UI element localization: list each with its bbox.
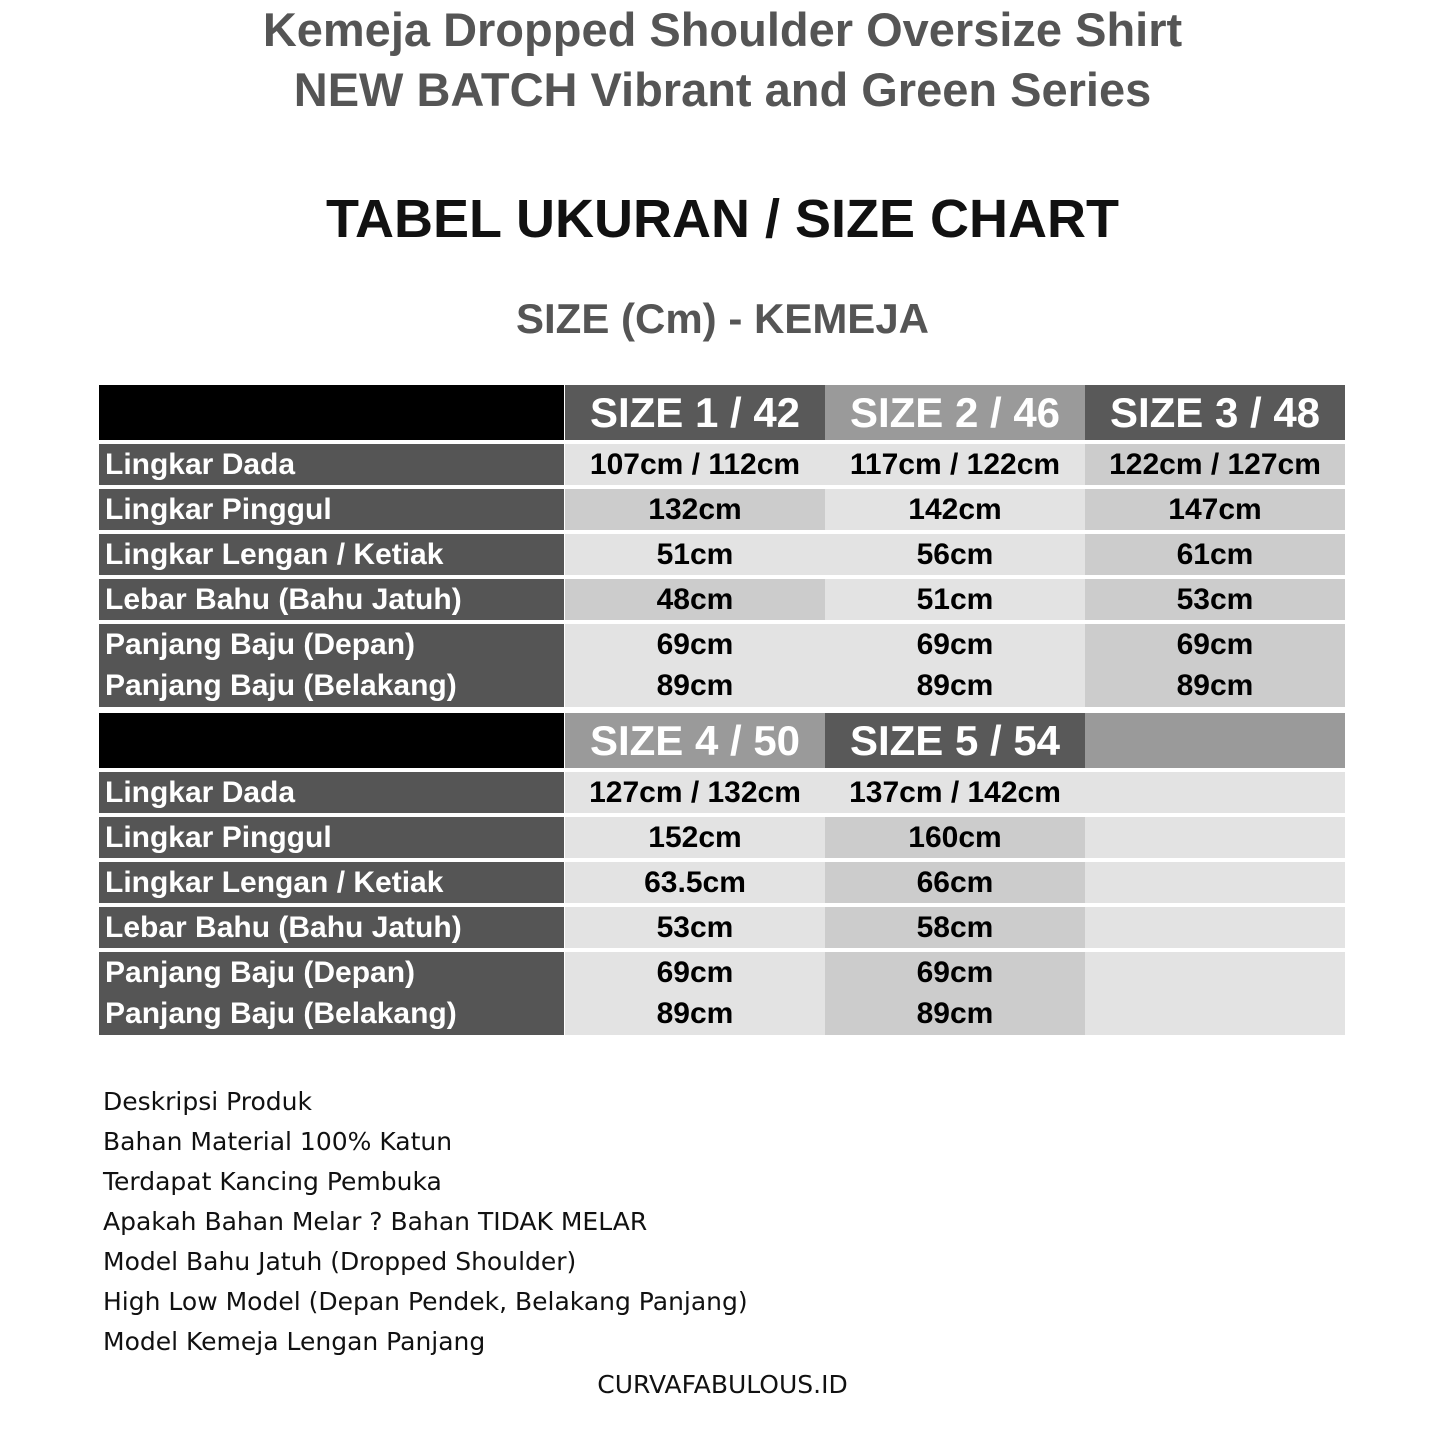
table-cell: 48cm [565, 579, 825, 620]
cell-back: 89cm [916, 997, 994, 1030]
cell-front: 69cm [916, 956, 994, 989]
table-row [99, 772, 1346, 813]
table-row [99, 579, 1346, 620]
cell-front: 69cm [656, 628, 734, 661]
cell-front: 69cm [656, 956, 734, 989]
table-cell: 152cm [565, 817, 825, 858]
table-cell: 142cm [825, 489, 1085, 530]
table-cell: 117cm / 122cm [825, 444, 1085, 485]
table-cell-empty [1085, 817, 1345, 858]
description-line: Model Kemeja Lengan Panjang [103, 1327, 486, 1356]
size-table-1 [99, 385, 1346, 711]
description-line: High Low Model (Depan Pendek, Belakang Panjang) [103, 1287, 748, 1316]
row-label [99, 624, 564, 707]
table-row-length [99, 952, 1346, 1035]
header-corner [99, 713, 564, 768]
table-cell: 51cm [565, 534, 825, 575]
table-cell: 147cm [1085, 489, 1345, 530]
row-label-back: Panjang Baju (Belakang) [105, 669, 457, 702]
table-cell [1085, 624, 1345, 707]
size-table-2 [99, 713, 1346, 1039]
description-heading: Deskripsi Produk [103, 1087, 312, 1116]
row-label: Lebar Bahu (Bahu Jatuh) [99, 907, 564, 948]
table-row [99, 862, 1346, 903]
table-row [99, 907, 1346, 948]
table-cell: 51cm [825, 579, 1085, 620]
table-cell: 53cm [1085, 579, 1345, 620]
description-line: Apakah Bahan Melar ? Bahan TIDAK MELAR [103, 1207, 648, 1236]
size-header: SIZE 1 / 42 [565, 385, 825, 440]
size-header-empty [1085, 713, 1345, 768]
brand-footer: CURVAFABULOUS.ID [597, 1370, 848, 1399]
cell-front: 69cm [1176, 628, 1254, 661]
cell-front: 69cm [916, 628, 994, 661]
table-row-length [99, 624, 1346, 707]
row-label-back: Panjang Baju (Belakang) [105, 997, 457, 1030]
table-cell: 132cm [565, 489, 825, 530]
table-cell [565, 624, 825, 707]
table-header-row [99, 713, 1346, 768]
table-cell: 66cm [825, 862, 1085, 903]
table-cell-empty [1085, 862, 1345, 903]
table-cell: 160cm [825, 817, 1085, 858]
cell-back: 89cm [916, 669, 994, 702]
size-header: SIZE 4 / 50 [565, 713, 825, 768]
cell-back: 89cm [656, 669, 734, 702]
table-cell: 127cm / 132cm [565, 772, 825, 813]
size-header: SIZE 5 / 54 [825, 713, 1085, 768]
product-description [103, 1082, 748, 1362]
table-row [99, 489, 1346, 530]
table-cell: 56cm [825, 534, 1085, 575]
row-label: Lingkar Pinggul [99, 489, 564, 530]
table-cell: 61cm [1085, 534, 1345, 575]
row-label: Lingkar Lengan / Ketiak [99, 862, 564, 903]
row-label-front: Panjang Baju (Depan) [105, 628, 416, 661]
product-title-line-2: NEW BATCH Vibrant and Green Series [293, 63, 1152, 116]
table-cell [565, 952, 825, 1035]
table-cell: 63.5cm [565, 862, 825, 903]
table-cell-empty [1085, 772, 1345, 813]
row-label: Lebar Bahu (Bahu Jatuh) [99, 579, 564, 620]
description-line: Bahan Material 100% Katun [103, 1127, 453, 1156]
cell-back: 89cm [656, 997, 734, 1030]
row-label-front: Panjang Baju (Depan) [105, 956, 416, 989]
product-title-line-1: Kemeja Dropped Shoulder Oversize Shirt [262, 3, 1183, 56]
header-corner [99, 385, 564, 440]
table-cell: 137cm / 142cm [825, 772, 1085, 813]
table-cell-empty [1085, 907, 1345, 948]
table-row [99, 534, 1346, 575]
description-line: Terdapat Kancing Pembuka [103, 1167, 442, 1196]
table-cell: 58cm [825, 907, 1085, 948]
table-cell: 107cm / 112cm [565, 444, 825, 485]
unit-heading: SIZE (Cm) - KEMEJA [515, 295, 930, 342]
table-cell [825, 624, 1085, 707]
cell-back: 89cm [1176, 669, 1254, 702]
size-header: SIZE 3 / 48 [1085, 385, 1345, 440]
table-row [99, 444, 1346, 485]
size-chart-heading: TABEL UKURAN / SIZE CHART [326, 189, 1119, 249]
size-header: SIZE 2 / 46 [825, 385, 1085, 440]
row-label [99, 952, 564, 1035]
table-cell: 122cm / 127cm [1085, 444, 1345, 485]
table-cell [825, 952, 1085, 1035]
row-label: Lingkar Dada [99, 772, 564, 813]
row-label: Lingkar Dada [99, 444, 564, 485]
row-label: Lingkar Lengan / Ketiak [99, 534, 564, 575]
table-cell: 53cm [565, 907, 825, 948]
table-row [99, 817, 1346, 858]
row-label: Lingkar Pinggul [99, 817, 564, 858]
table-cell-empty [1085, 952, 1345, 1035]
description-line: Model Bahu Jatuh (Dropped Shoulder) [103, 1247, 577, 1276]
table-header-row [99, 385, 1346, 440]
